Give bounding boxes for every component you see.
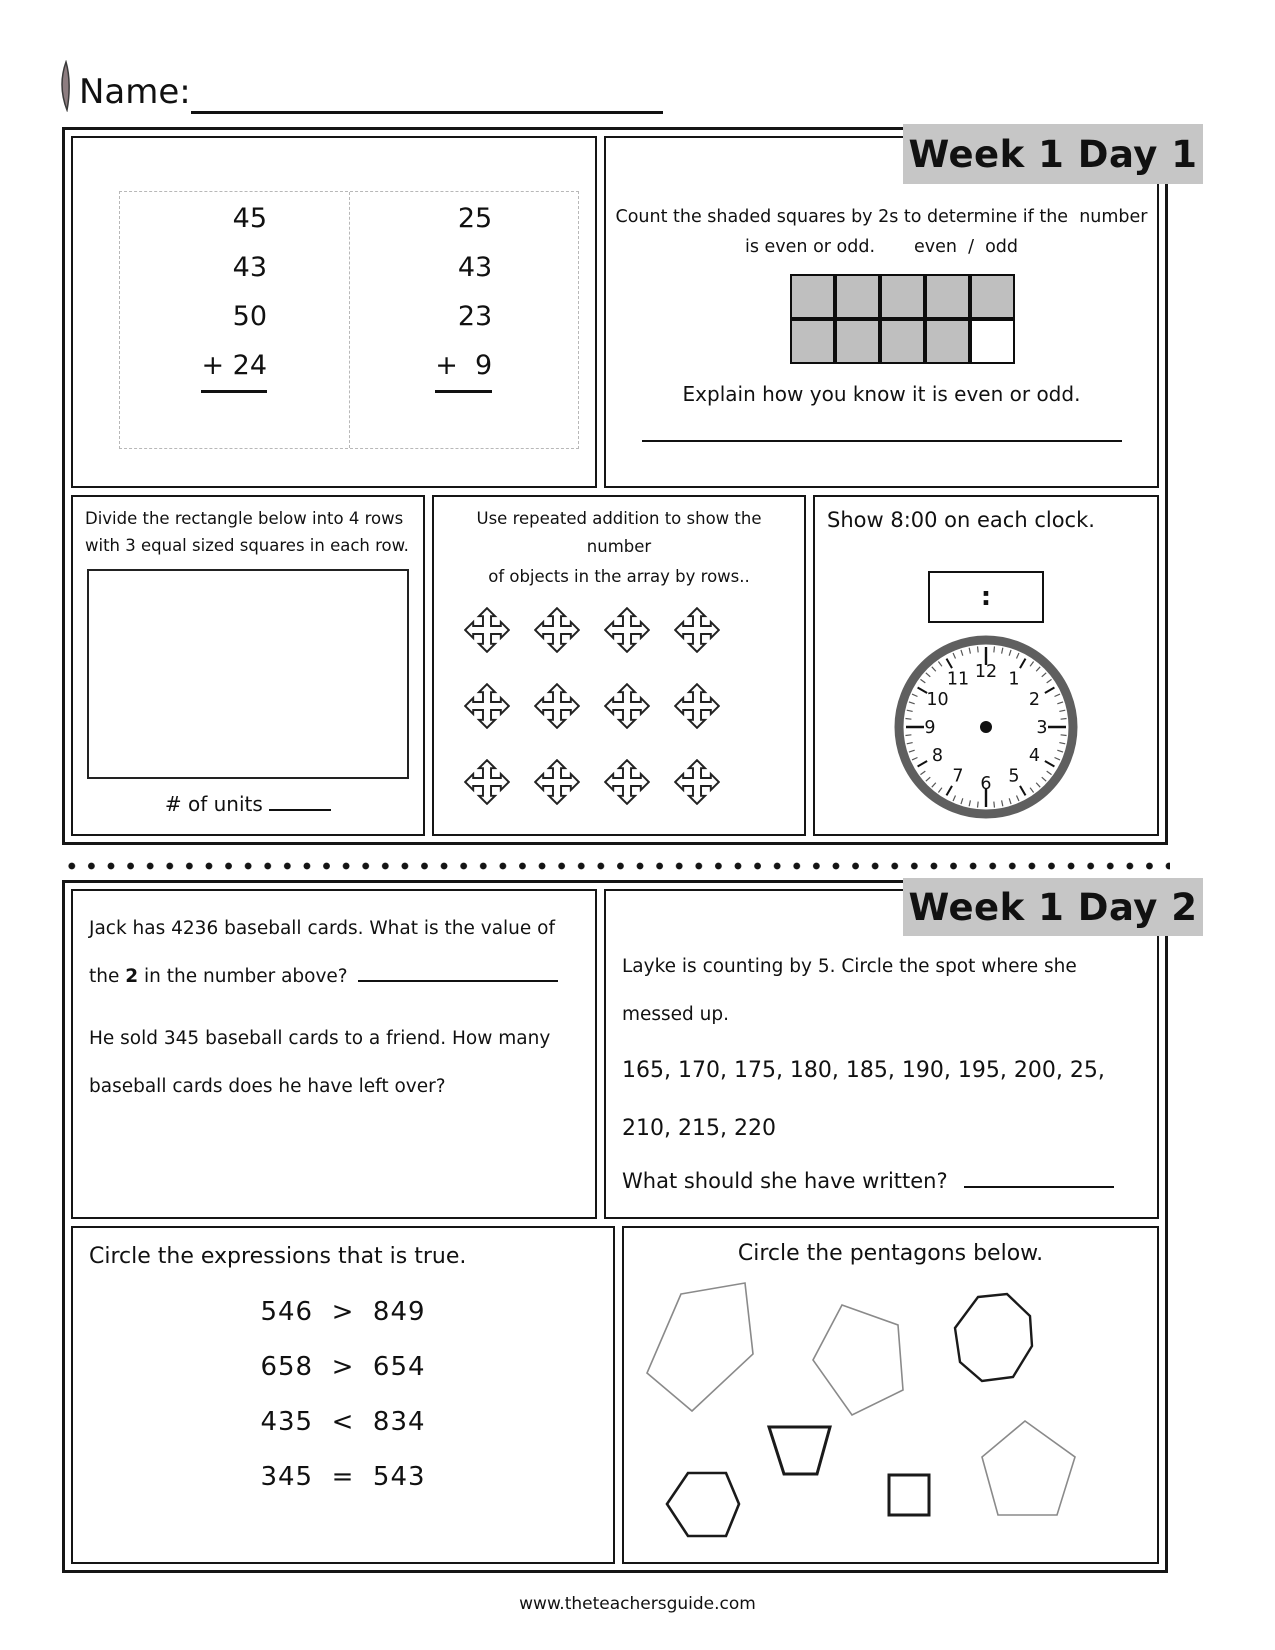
expression-item: 435 < 834 xyxy=(260,1407,426,1437)
layke-intro-line2: messed up. xyxy=(622,1004,730,1025)
units-label-row xyxy=(85,792,411,816)
addend: 45 xyxy=(232,203,268,234)
addend: 50 xyxy=(232,301,268,332)
clock-number: 4 xyxy=(1028,746,1041,766)
empty-rectangle xyxy=(87,569,409,779)
day1-section xyxy=(62,127,1198,845)
addend: 23 xyxy=(457,301,493,332)
array-cell xyxy=(432,495,806,836)
pentagons-title: Circle the pentagons below. xyxy=(737,1241,1044,1266)
unshaded-square xyxy=(970,319,1015,364)
counting-grid xyxy=(790,274,1019,364)
clock-number: 9 xyxy=(924,718,936,738)
place-value-cell xyxy=(71,889,597,1219)
units-answer-line xyxy=(269,809,331,811)
addition-problems-cell xyxy=(71,136,597,488)
shaded-square xyxy=(835,319,880,364)
shaded-square xyxy=(835,274,880,319)
explain-prompt: Explain how you know it is even or odd. xyxy=(682,382,1081,406)
day2-banner: Week 1 Day 2 xyxy=(903,878,1203,936)
expressions-cell xyxy=(71,1226,615,1564)
dotted-divider xyxy=(62,861,1170,871)
clock-number: 1 xyxy=(1008,669,1020,690)
divide-rectangle-cell xyxy=(71,495,425,836)
expressions-list xyxy=(89,1298,597,1492)
clocks-cell xyxy=(813,495,1159,836)
jack-line2-after: in the number above? xyxy=(138,966,348,987)
four-way-arrow-icon xyxy=(534,759,580,805)
layke-answer-line xyxy=(964,1186,1114,1188)
even-odd-prompt-line2: is even or odd. even / odd xyxy=(744,237,1019,257)
expression-item: 546 > 849 xyxy=(260,1297,426,1327)
clock-number: 5 xyxy=(1008,766,1020,787)
jack-answer-line xyxy=(358,980,558,982)
shaded-square xyxy=(925,319,970,364)
day2-bottom-row xyxy=(71,1226,1159,1564)
addition-column-1 xyxy=(120,192,350,448)
day2-section xyxy=(62,880,1198,1573)
shaded-square xyxy=(790,274,835,319)
number-sequence-line1: 165, 170, 175, 180, 185, 190, 195, 200, 25, xyxy=(622,1058,1105,1083)
layke-intro-line1: Layke is counting by 5. Circle the spot where she xyxy=(622,956,1077,977)
addend: 43 xyxy=(232,252,268,283)
pen-icon xyxy=(56,60,76,116)
four-way-arrow-icon xyxy=(674,683,720,729)
analog-clock xyxy=(890,631,1082,823)
clock-number: 11 xyxy=(946,669,970,690)
divide-prompt-line1: Divide the rectangle below into 4 rows xyxy=(85,509,404,528)
divide-prompt-line2: with 3 equal sized squares in each row. xyxy=(85,536,409,555)
four-way-arrow-icon xyxy=(464,607,510,653)
array-prompt-line2: of objects in the array by rows.. xyxy=(488,567,750,586)
array-answer-line xyxy=(452,835,782,836)
addition-column-2 xyxy=(350,192,579,448)
four-way-arrow-icon xyxy=(674,607,720,653)
four-way-arrow-icon xyxy=(604,683,650,729)
layke-question-row xyxy=(622,1169,1143,1193)
expression-item: 658 > 654 xyxy=(260,1352,426,1382)
shaded-square xyxy=(880,319,925,364)
day2-top-row xyxy=(71,889,1159,1219)
name-label: Name: xyxy=(79,72,191,112)
hexagon-shape xyxy=(667,1473,739,1536)
shaded-square xyxy=(970,274,1015,319)
layke-question: What should she have written? xyxy=(622,1169,948,1193)
footer-url: www.theteachersguide.com xyxy=(519,1594,756,1614)
jack-line3: He sold 345 baseball cards to a friend. How many xyxy=(89,1028,551,1049)
shaded-square xyxy=(880,274,925,319)
four-way-arrow-icon xyxy=(464,683,510,729)
day1-bottom-row xyxy=(71,495,1159,836)
name-blank-line xyxy=(191,71,663,114)
square-shape xyxy=(889,1475,929,1515)
skip-counting-cell xyxy=(604,889,1159,1219)
regular-pentagon-shape xyxy=(982,1421,1075,1515)
operator-line: + 9 xyxy=(435,341,492,393)
expressions-title: Circle the expressions that is true. xyxy=(89,1244,467,1269)
clock-number: 6 xyxy=(980,774,992,794)
clock-number: 7 xyxy=(952,766,964,787)
array-grid xyxy=(464,607,794,805)
irregular-pentagon-large-shape xyxy=(647,1283,753,1411)
jack-line1: Jack has 4236 baseball cards. What is the value of xyxy=(89,918,556,939)
four-way-arrow-icon xyxy=(604,759,650,805)
jack-line2-before: the xyxy=(89,966,126,987)
even-odd-cell xyxy=(604,136,1159,488)
jack-line4: baseball cards does he have left over? xyxy=(89,1076,446,1097)
addend: 25 xyxy=(457,203,493,234)
trapezoid-shape xyxy=(769,1427,830,1474)
addition-table xyxy=(119,191,579,449)
clock-number: 2 xyxy=(1028,690,1041,710)
even-odd-prompt-line1: Count the shaded squares by 2s to determine if the number xyxy=(615,207,1148,227)
shaded-square xyxy=(925,274,970,319)
pentagons-cell xyxy=(622,1226,1159,1564)
addition-problem xyxy=(201,194,267,448)
tilted-pentagon-shape xyxy=(813,1305,903,1415)
clock-number: 3 xyxy=(1036,718,1048,738)
four-way-arrow-icon xyxy=(674,759,720,805)
four-way-arrow-icon xyxy=(534,607,580,653)
four-way-arrow-icon xyxy=(464,759,510,805)
four-way-arrow-icon xyxy=(604,607,650,653)
name-header xyxy=(56,58,663,114)
day1-banner: Week 1 Day 1 xyxy=(903,124,1203,184)
addend: 43 xyxy=(457,252,493,283)
even-odd-answer-line xyxy=(642,440,1122,442)
jack-line2 xyxy=(89,953,579,1001)
day1-top-row xyxy=(71,136,1159,488)
clock-number: 12 xyxy=(974,662,998,682)
operator-line: + 24 xyxy=(201,341,267,393)
array-prompt-line1: Use repeated addition to show the number xyxy=(476,509,762,556)
number-sequence-line2: 210, 215, 220 xyxy=(622,1116,776,1141)
clock-number: 10 xyxy=(926,690,949,710)
octagon-shape xyxy=(955,1294,1032,1381)
digital-clock: : xyxy=(928,571,1044,623)
shaded-square xyxy=(790,319,835,364)
addition-problem xyxy=(435,194,492,448)
shapes-canvas xyxy=(628,1270,1159,1560)
four-way-arrow-icon xyxy=(534,683,580,729)
units-label: # of units xyxy=(164,792,263,816)
jack-line2-bold-digit: 2 xyxy=(125,966,139,987)
clock-number: 8 xyxy=(931,746,944,766)
clock-prompt: Show 8:00 on each clock. xyxy=(827,508,1095,532)
expression-item: 345 = 543 xyxy=(260,1462,426,1492)
